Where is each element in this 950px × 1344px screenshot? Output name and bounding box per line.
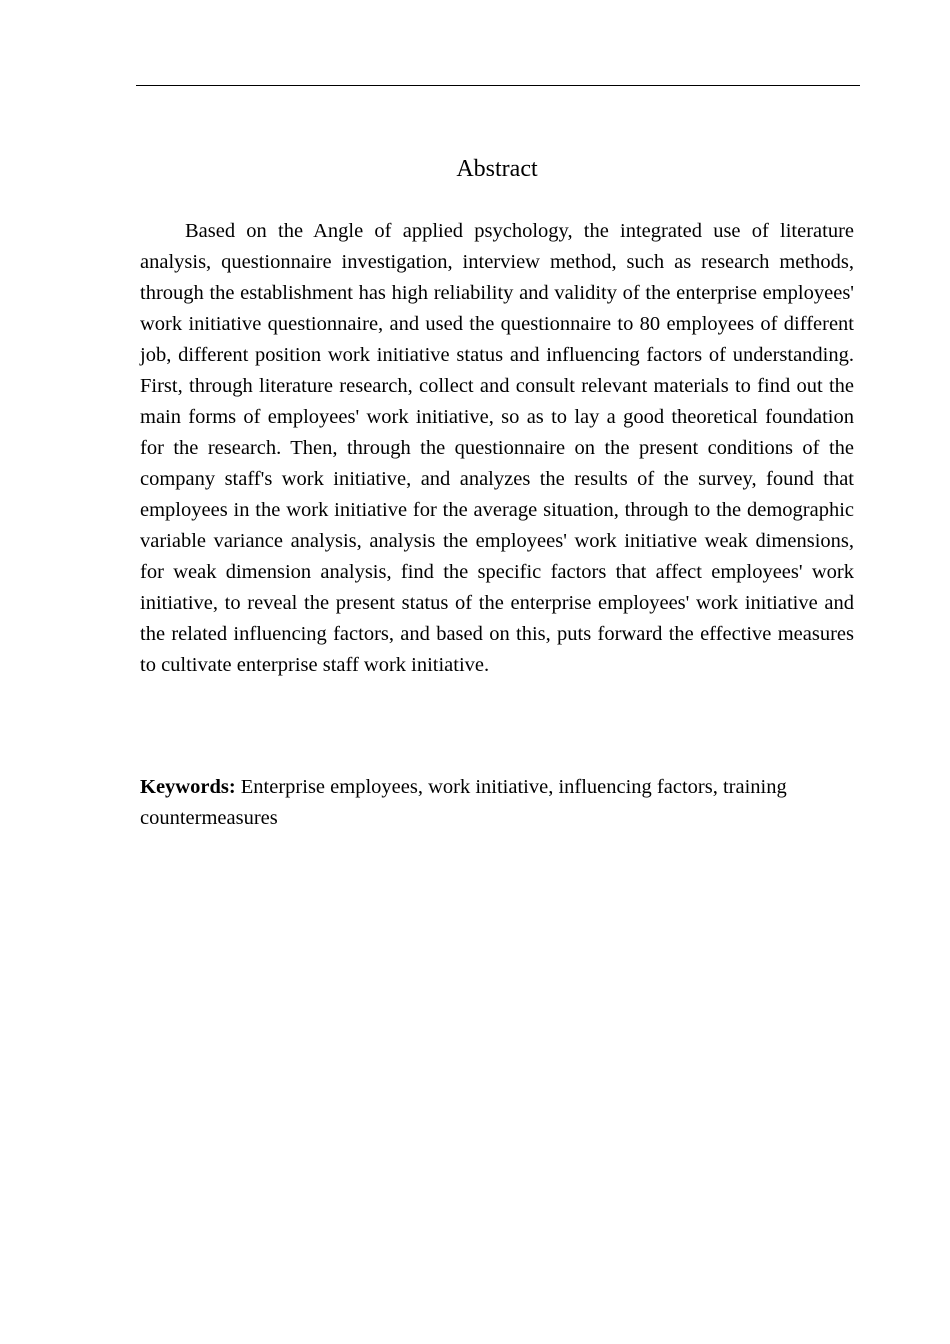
keywords-paragraph: [140, 772, 854, 834]
keywords-text: Enterprise employees, work initiative, influencing factors, training countermeasures: [140, 776, 787, 829]
abstract-body: Based on the Angle of applied psychology, the integrated use of literature analysis, questionnaire investigation, interview method, such as research methods, through the establishment has high reliability and validity of the enterprise employees' work initiative questionnaire, and used the questionnaire to 80 employees of different job, different position work initiative status and influencing factors of understanding. First, through literature research, collect and consult relevant materials to find out the main forms of employees' work initiative, so as to lay a good theoretical foundation for the research. Then, through the questionnaire on the present conditions of the company staff's work initiative, and analyzes the results of the survey, found that employees in the work initiative for the average situation, through to the demographic variable variance analysis, analysis the employees' work initiative weak dimensions, for weak dimension analysis, find the specific factors that affect employees' work initiative, to reveal the present status of the enterprise employees' work initiative and the related influencing factors, and based on this, puts forward the effective measures to cultivate enterprise staff work initiative.: [140, 220, 854, 676]
page-title: Abstract: [456, 156, 538, 182]
header-rule: [136, 85, 860, 86]
keywords-label: Keywords:: [140, 776, 236, 798]
